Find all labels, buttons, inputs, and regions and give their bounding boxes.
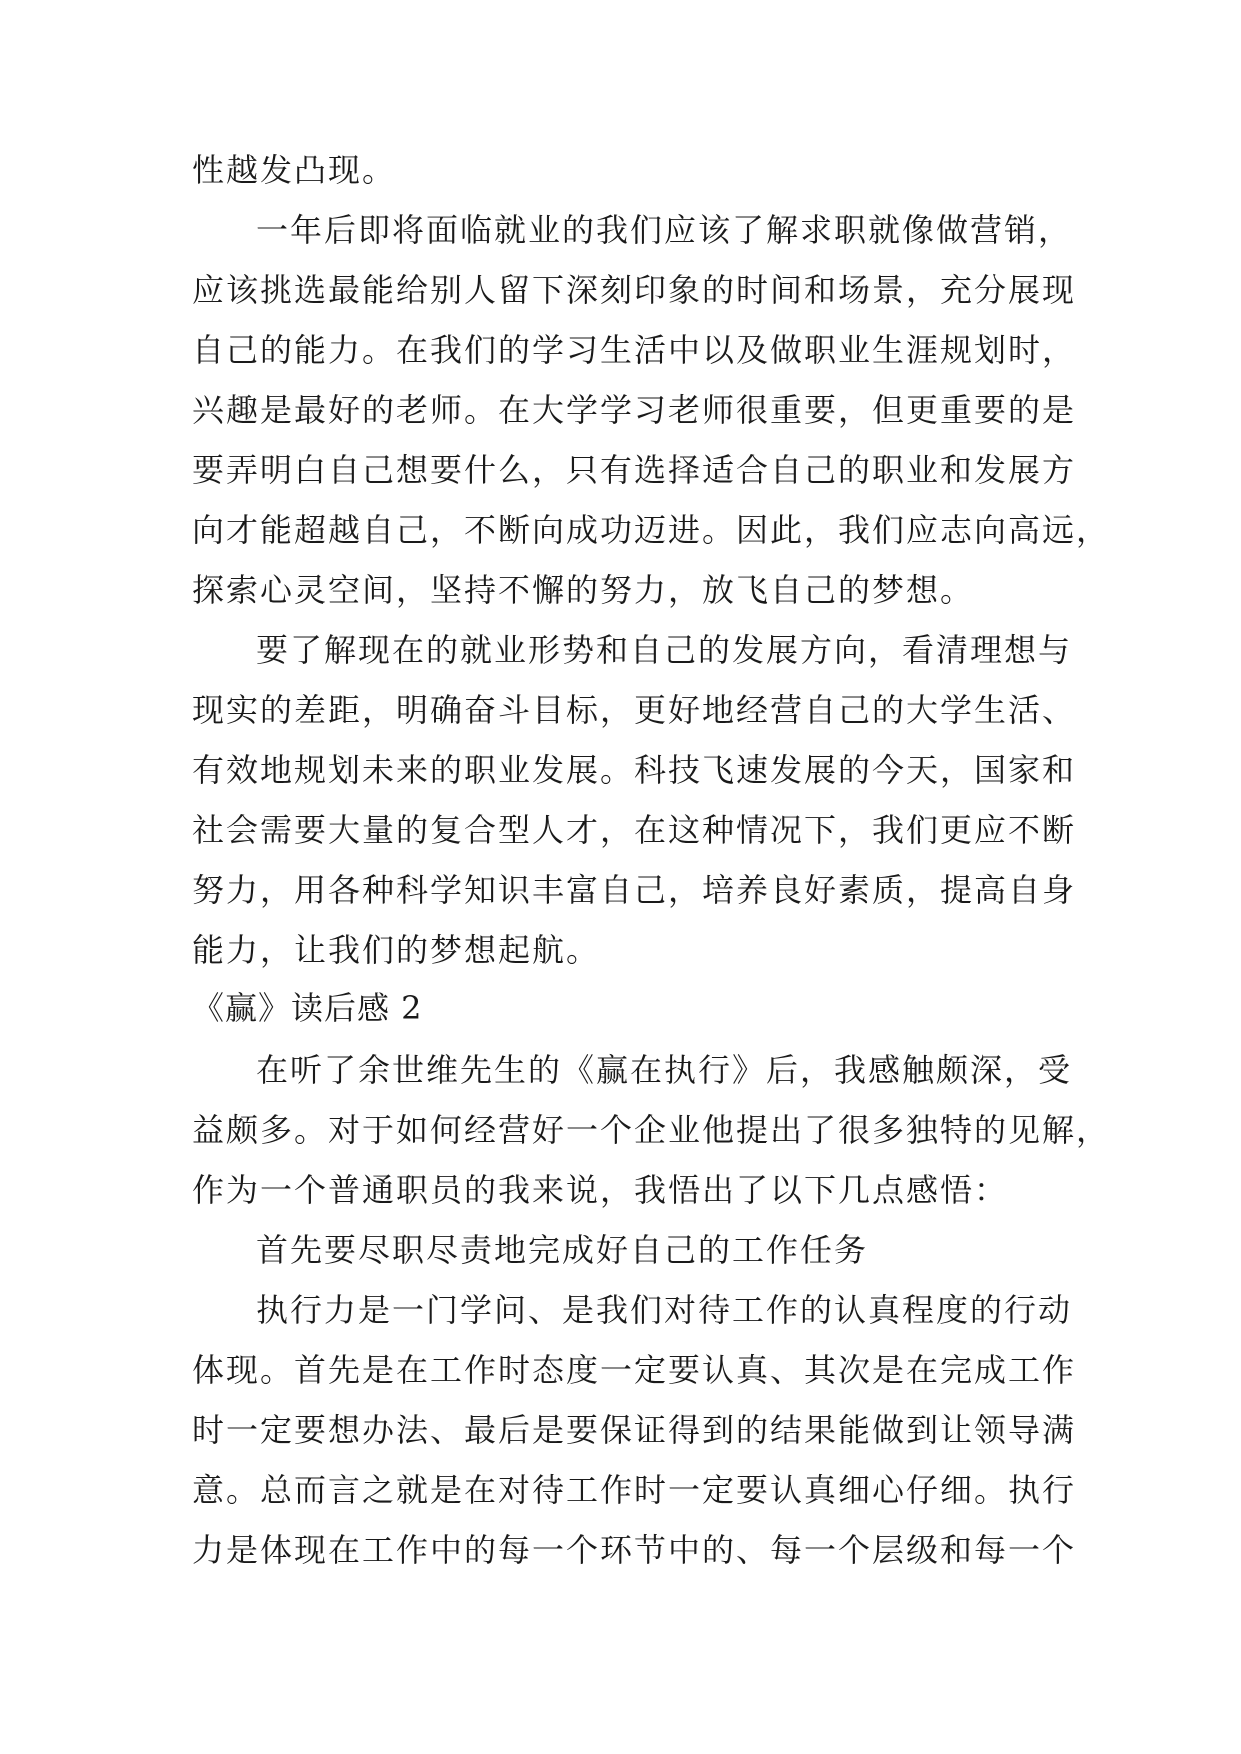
text-line: 作为一个普通职员的我来说，我悟出了以下几点感悟： bbox=[192, 1171, 1009, 1209]
text-line: 努力，用各种科学知识丰富自己，培养良好素质，提高自身 bbox=[192, 871, 1077, 909]
text-line: 在听了余世维先生的《赢在执行》后，我感触颇深，受 bbox=[256, 1051, 1073, 1089]
text-line: 应该挑选最能给别人留下深刻印象的时间和场景，充分展现 bbox=[192, 271, 1077, 309]
text-line: 性越发凸现。 bbox=[192, 151, 397, 189]
text-line: 社会需要大量的复合型人才，在这种情况下，我们更应不断 bbox=[192, 811, 1077, 849]
section-heading: 《赢》读后感 2 bbox=[192, 989, 423, 1027]
text-line: 体现。首先是在工作时态度一定要认真、其次是在完成工作 bbox=[192, 1351, 1077, 1389]
subheading-line: 首先要尽职尽责地完成好自己的工作任务 bbox=[256, 1231, 869, 1269]
text-line: 能力，让我们的梦想起航。 bbox=[192, 931, 601, 969]
text-line: 有效地规划未来的职业发展。科技飞速发展的今天，国家和 bbox=[192, 751, 1077, 789]
text-line: 自己的能力。在我们的学习生活中以及做职业生涯规划时， bbox=[192, 331, 1077, 369]
text-line: 一年后即将面临就业的我们应该了解求职就像做营销， bbox=[256, 211, 1073, 249]
text-line: 时一定要想办法、最后是要保证得到的结果能做到让领导满 bbox=[192, 1411, 1077, 1449]
text-line: 意。总而言之就是在对待工作时一定要认真细心仔细。执行 bbox=[192, 1471, 1077, 1509]
text-line: 要了解现在的就业形势和自己的发展方向，看清理想与 bbox=[256, 631, 1073, 669]
text-line: 现实的差距，明确奋斗目标，更好地经营自己的大学生活、 bbox=[192, 691, 1077, 729]
text-line: 力是体现在工作中的每一个环节中的、每一个层级和每一个 bbox=[192, 1531, 1077, 1569]
text-line: 要弄明白自己想要什么，只有选择适合自己的职业和发展方 bbox=[192, 451, 1077, 489]
text-line: 益颇多。对于如何经营好一个企业他提出了很多独特的见解， bbox=[192, 1111, 1111, 1149]
text-line: 探索心灵空间，坚持不懈的努力，放飞自己的梦想。 bbox=[192, 571, 975, 609]
text-line: 向才能超越自己，不断向成功迈进。因此，我们应志向高远， bbox=[192, 511, 1111, 549]
text-line: 兴趣是最好的老师。在大学学习老师很重要，但更重要的是 bbox=[192, 391, 1077, 429]
text-line: 执行力是一门学问、是我们对待工作的认真程度的行动 bbox=[256, 1291, 1073, 1329]
